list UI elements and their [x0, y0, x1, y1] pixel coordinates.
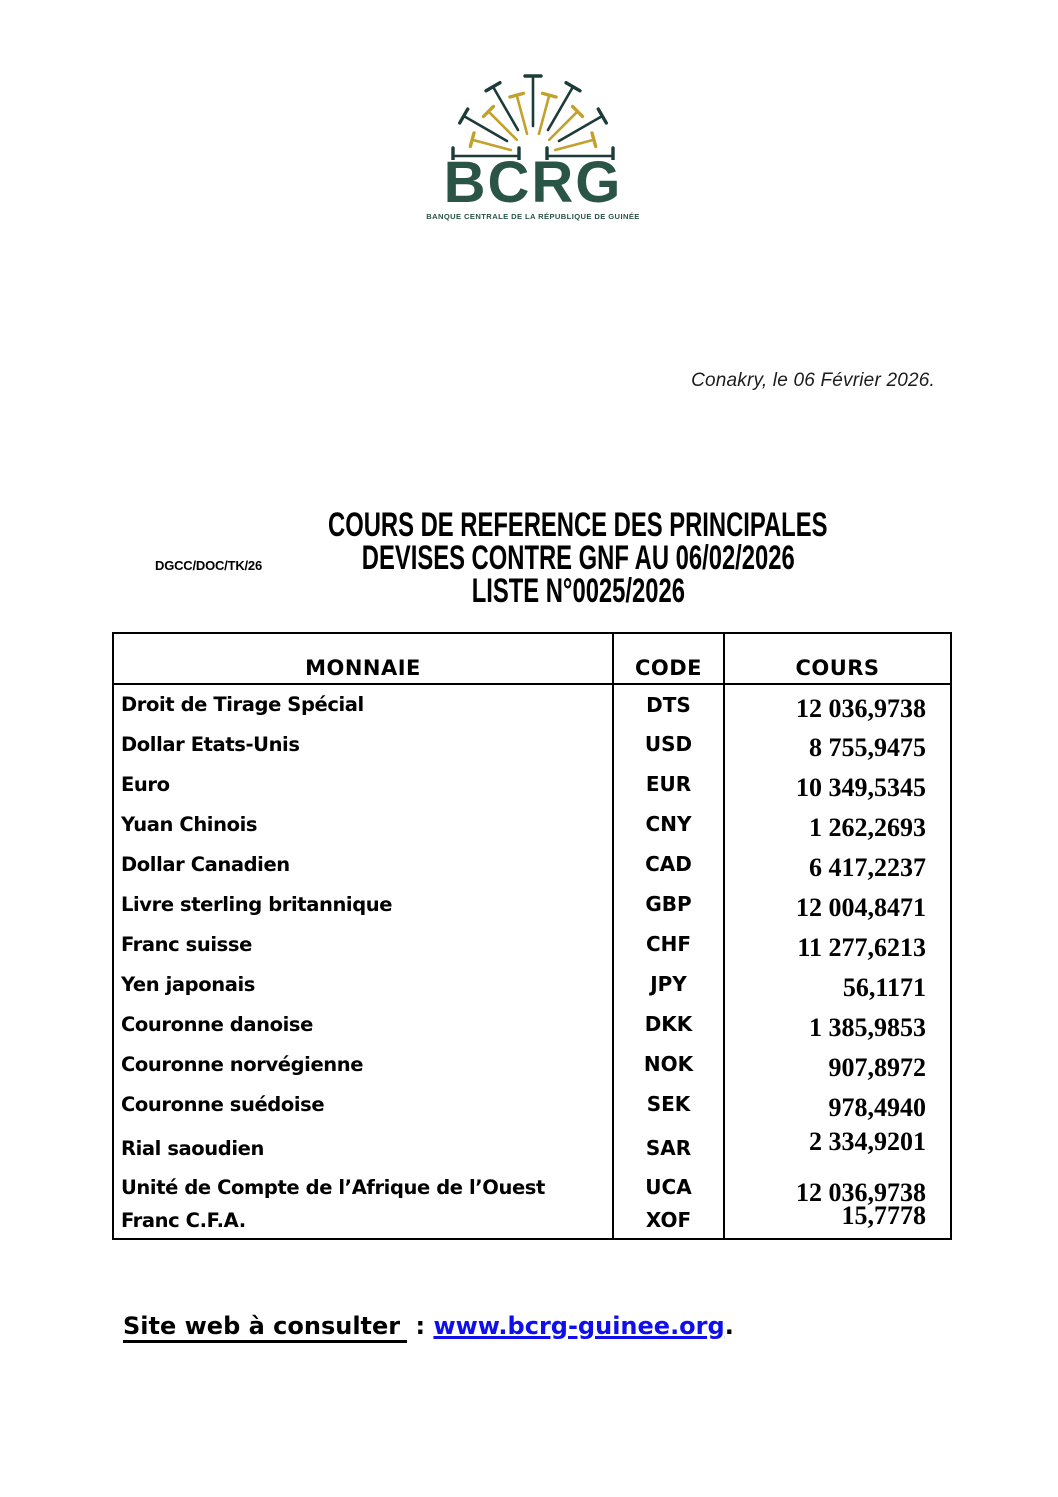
currency-name: Couronne norvégienne — [113, 1044, 613, 1084]
currency-code: EUR — [613, 764, 724, 804]
currency-name: Rial saoudien — [113, 1124, 613, 1172]
logo-acronym: BCRG — [443, 150, 623, 215]
table-row — [113, 764, 951, 804]
currency-code: DKK — [613, 1004, 724, 1044]
currency-name: Euro — [113, 764, 613, 804]
currency-code: XOF — [613, 1202, 724, 1239]
date-line: Conakry, le 06 Février 2026. — [691, 370, 935, 391]
exchange-rate: 978,4940 — [724, 1084, 951, 1124]
currency-code: JPY — [613, 964, 724, 1004]
table-row — [113, 964, 951, 1004]
currency-name: Livre sterling britannique — [113, 884, 613, 924]
currency-code: UCA — [613, 1172, 724, 1202]
currency-name: Yuan Chinois — [113, 804, 613, 844]
table-header-row — [113, 633, 951, 684]
currency-code: CHF — [613, 924, 724, 964]
currency-code: DTS — [613, 684, 724, 724]
currency-code: CNY — [613, 804, 724, 844]
currency-name: Droit de Tirage Spécial — [113, 684, 613, 724]
exchange-rate: 907,8972 — [724, 1044, 951, 1084]
currency-name: Couronne danoise — [113, 1004, 613, 1044]
table-row — [113, 884, 951, 924]
website-link[interactable]: www.bcrg-guinee.org — [433, 1312, 725, 1340]
exchange-rate: 6 417,2237 — [724, 844, 951, 884]
logo-fan-icon — [438, 68, 628, 160]
footer-period: . — [724, 1312, 734, 1340]
exchange-rate: 12 036,9738 — [724, 1172, 951, 1202]
currency-code: SAR — [613, 1124, 724, 1172]
table-row — [113, 804, 951, 844]
title-line-3: LISTE N°0025/2026 — [471, 572, 685, 610]
document-title — [98, 506, 1058, 610]
currency-name: Dollar Etats-Unis — [113, 724, 613, 764]
currency-name: Franc suisse — [113, 924, 613, 964]
table-row — [113, 1004, 951, 1044]
table-row — [113, 1044, 951, 1084]
currency-code: SEK — [613, 1084, 724, 1124]
currency-code: GBP — [613, 884, 724, 924]
exchange-rate: 1 262,2693 — [724, 804, 951, 844]
currency-name: Unité de Compte de l’Afrique de l’Ouest — [113, 1172, 613, 1202]
currency-name: Yen japonais — [113, 964, 613, 1004]
currency-code: CAD — [613, 844, 724, 884]
exchange-rate: 12 004,8471 — [724, 884, 951, 924]
document-reference: DGCC/DOC/TK/26 — [155, 558, 262, 573]
exchange-rate: 2 334,9201 — [724, 1124, 951, 1172]
table-row — [113, 1084, 951, 1124]
exchange-rate: 15,7778 — [724, 1202, 951, 1239]
exchange-rate: 10 349,5345 — [724, 764, 951, 804]
exchange-rate: 1 385,9853 — [724, 1004, 951, 1044]
currency-name: Dollar Canadien — [113, 844, 613, 884]
currency-name: Couronne suédoise — [113, 1084, 613, 1124]
table-row — [113, 1172, 951, 1202]
currency-code: USD — [613, 724, 724, 764]
currency-name: Franc C.F.A. — [113, 1202, 613, 1239]
header-monnaie: MONNAIE — [113, 633, 613, 684]
exchange-rate: 11 277,6213 — [724, 924, 951, 964]
table-row — [113, 684, 951, 724]
table-row — [113, 1124, 951, 1172]
site-separator: : — [407, 1312, 434, 1340]
logo-tagline: BANQUE CENTRALE DE LA RÉPUBLIQUE DE GUINÉE — [426, 212, 640, 221]
title-line-2: DEVISES CONTRE GNF AU 06/02/2026 — [361, 539, 795, 577]
header-cours: COURS — [724, 633, 951, 684]
bcrg-logo — [403, 68, 663, 221]
currency-code: NOK — [613, 1044, 724, 1084]
rates-table — [112, 632, 952, 1240]
footer — [123, 1312, 734, 1340]
site-label: Site web à consulter — [123, 1312, 407, 1343]
header-code: CODE — [613, 633, 724, 684]
rates-table-body — [113, 684, 951, 1239]
table-row — [113, 724, 951, 764]
table-row — [113, 924, 951, 964]
exchange-rate: 8 755,9475 — [724, 724, 951, 764]
exchange-rate: 12 036,9738 — [724, 684, 951, 724]
exchange-rate: 56,1171 — [724, 964, 951, 1004]
title-line-1: COURS DE REFERENCE DES PRINCIPALES — [328, 506, 828, 544]
table-row — [113, 844, 951, 884]
